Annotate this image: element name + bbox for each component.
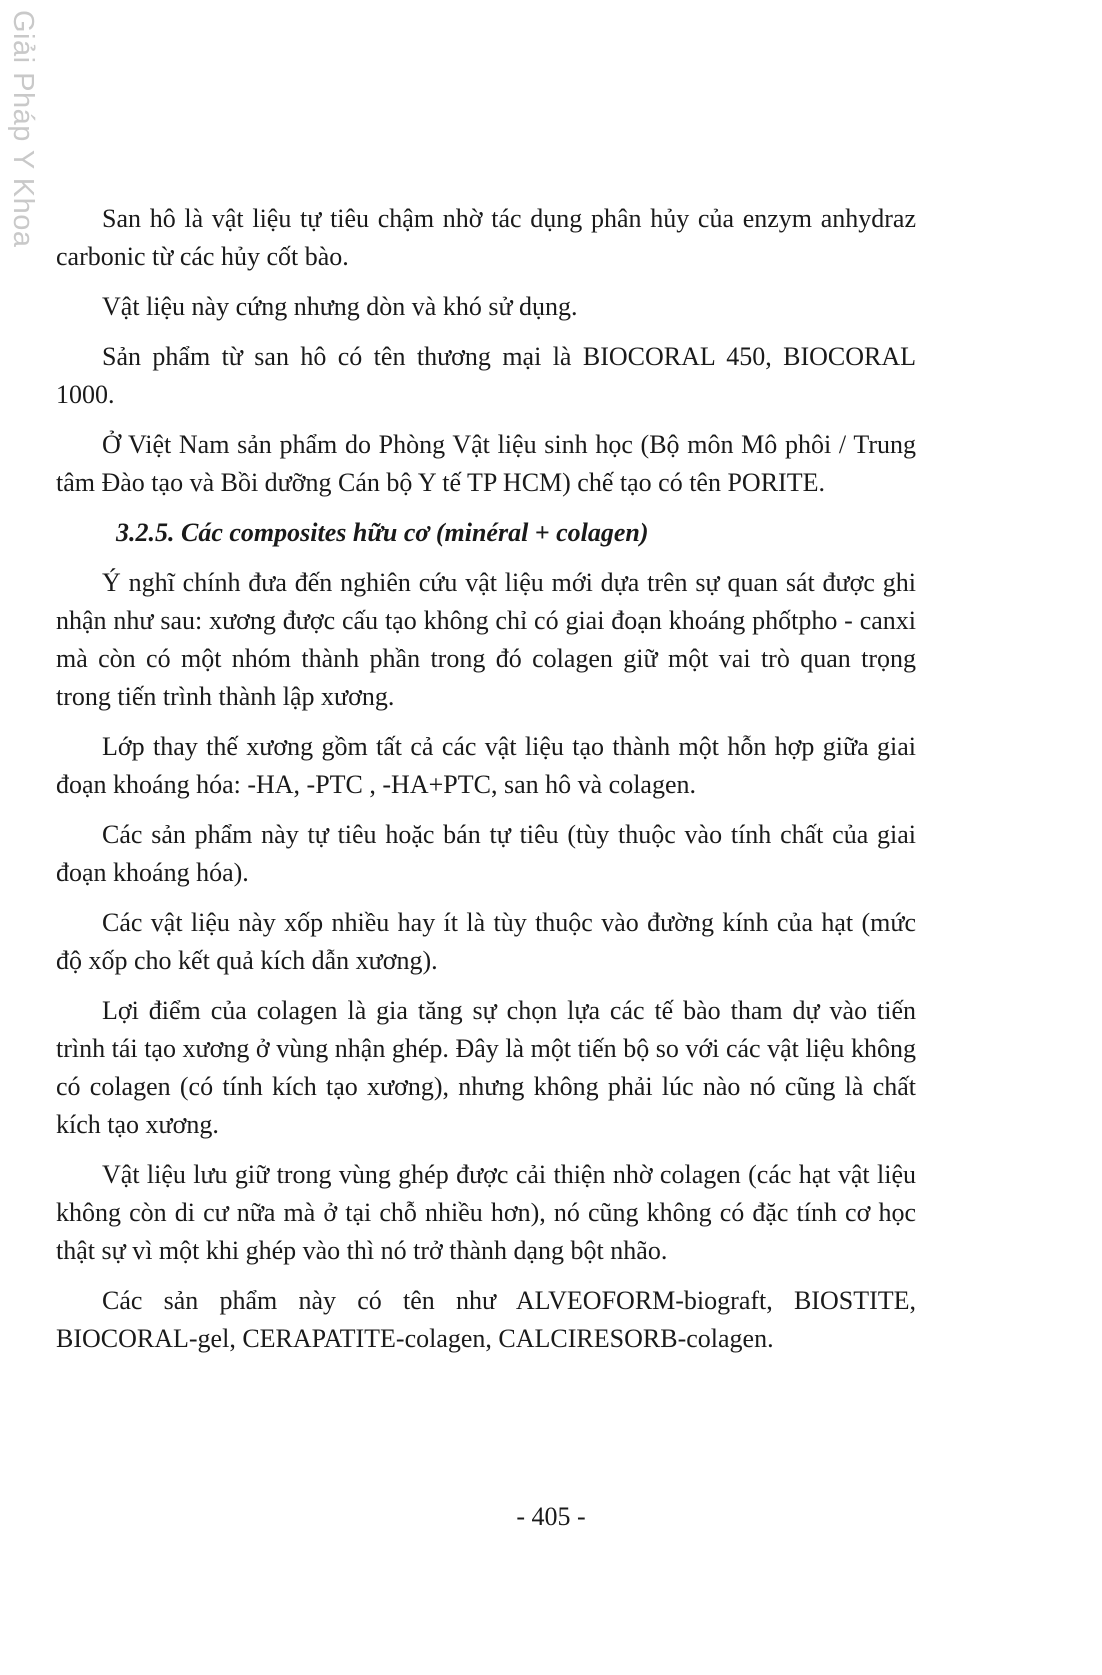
paragraph: Vật liệu lưu giữ trong vùng ghép được cải thiện nhờ colagen (các hạt vật liệu không còn di cư nữa mà ở tại chỗ nhiều hơn), nó cũng không có đặc tính cơ học thật sự vì một khi ghép vào thì nó trở thành dạng bột nhão. (56, 1160, 916, 1265)
paragraph: Các sản phẩm này tự tiêu hoặc bán tự tiêu (tùy thuộc vào tính chất của giai đoạn khoáng hóa). (56, 820, 916, 887)
paragraph: Ở Việt Nam sản phẩm do Phòng Vật liệu sinh học (Bộ môn Mô phôi / Trung tâm Đào tạo và Bồi dưỡng Cán bộ Y tế TP HCM) chế tạo có tên PORITE. (56, 430, 916, 497)
paragraph: Sản phẩm từ san hô có tên thương mại là BIOCORAL 450, BIOCORAL 1000. (56, 342, 916, 409)
page-body (56, 200, 916, 1370)
paragraph: Các sản phẩm này có tên như ALVEOFORM-biograft, BIOSTITE, BIOCORAL-gel, CERAPATITE-colagen, CALCIRESORB-colagen. (56, 1286, 916, 1353)
paragraph: San hô là vật liệu tự tiêu chậm nhờ tác dụng phân hủy của enzym anhydraz carbonic từ các hủy cốt bào. (56, 204, 916, 271)
paragraph: Lớp thay thế xương gồm tất cả các vật liệu tạo thành một hỗn hợp giữa giai đoạn khoáng hóa: -HA, -PTC , -HA+PTC, san hô và colagen. (56, 732, 916, 799)
paragraph: Vật liệu này cứng nhưng dòn và khó sử dụng. (102, 292, 578, 321)
watermark: Giải Pháp Y Khoa (7, 10, 39, 248)
paragraph: Ý nghĩ chính đưa đến nghiên cứu vật liệu mới dựa trên sự quan sát được ghi nhận như sau: xương được cấu tạo không chỉ có giai đoạn khoáng phốtpho - canxi mà còn có một nhóm thành phần trong đó colagen giữ một vai trò quan trọng trong tiến trình thành lập xương. (56, 568, 916, 711)
paragraph: Lợi điểm của colagen là gia tăng sự chọn lựa các tế bào tham dự vào tiến trình tái tạo xương ở vùng nhận ghép. Đây là một tiến bộ so với các vật liệu không có colagen (có tính kích tạo xương), nhưng không phải lúc nào nó cũng là chất kích tạo xương. (56, 996, 916, 1139)
page-number: - 405 - (516, 1502, 586, 1531)
paragraph: Các vật liệu này xốp nhiều hay ít là tùy thuộc vào đường kính của hạt (mức độ xốp cho kết quả kích dẫn xương). (56, 908, 916, 975)
section-heading: 3.2.5. Các composites hữu cơ (minéral + colagen) (116, 518, 649, 547)
